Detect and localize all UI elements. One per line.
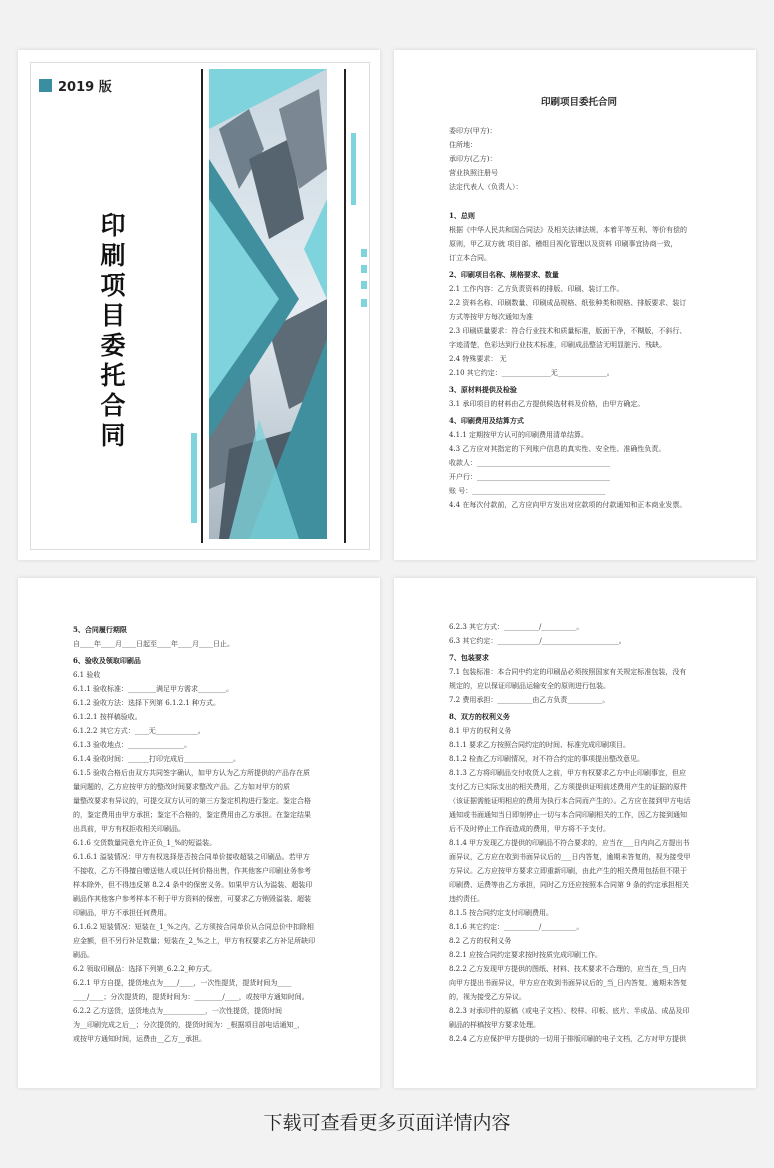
text-line: 为__印刷完成之后__；分次提货的，提货时间为：_根据项目部电话通知_，	[73, 1021, 304, 1029]
accent-bar-mid3	[361, 281, 367, 289]
text-line: 订立本合同。	[449, 254, 491, 262]
text-line: 方式等按甲方每次通知为准	[449, 313, 533, 321]
text-line: 字迹清楚，色彩达到行业技术标准，印刷成品整洁无明显脏污、残缺。	[449, 341, 666, 349]
text-line: 6.1.3 验收地点：________________。	[73, 741, 192, 749]
text-line: （该证据需能证明相应的费用为执行本合同而产生的）。乙方应在接到甲方电话	[449, 797, 691, 805]
text-line: 6.1.2.1 按样稿验收。	[73, 713, 142, 721]
section-heading: 4、印刷费用及结算方式	[449, 416, 524, 425]
divider-line-right	[344, 69, 346, 543]
section-heading: 7、包装要求	[449, 653, 489, 662]
text-line: 6.1.4 验收时间：______打印完成后______________。	[73, 755, 241, 763]
text-line: 8.1.3 乙方将印刷品交付收货人之前，甲方有权要求乙方中止印刷事宜，但应	[449, 769, 687, 777]
text-line: 委印方(甲方)：	[449, 127, 497, 135]
text-line: 样本除外，但不得违反第 8.2.4 条中的保密义务。如果甲方认为溢装、超装印	[73, 881, 313, 889]
text-line: 后不及时停止工作而造成的费用，甲方将不予支付。	[449, 825, 610, 833]
text-line: 6.1.1 验收标准：________满足甲方需求________。	[73, 685, 234, 693]
section-heading: 1、总则	[449, 211, 475, 220]
text-line: 刷品。	[73, 951, 94, 959]
text-line: 支付乙方已实际支出的相关费用，乙方须提供证明前述费用产生的证据的原件	[449, 783, 687, 791]
text-line: 承印方(乙方)：	[449, 155, 497, 163]
text-line: ____/____；分次提货的，提货时间为：________/____，或按甲方通知时间。	[73, 993, 309, 1001]
text-line: 的，鉴定费用由甲方承担；鉴定不合格的，鉴定费用由乙方承担。在鉴定结果	[73, 811, 311, 819]
text-line: 量整改要求有异议的，可提交双方认可的第三方鉴定机构进行鉴定。鉴定合格	[73, 797, 311, 805]
page2-lines	[449, 124, 709, 512]
text-line: 2.10 其它约定：______________无______________。	[449, 369, 614, 377]
text-line: 6.1.6 交货数量同意允许正负_1_%的短溢装。	[73, 839, 217, 847]
cover-frame	[30, 62, 370, 550]
text-line: 6.2.2 乙方送货，送货地点为____________，一次性提货，提货时间	[73, 1007, 283, 1015]
text-line: 8.2.2 乙方发现甲方提供的图纸、材料、技术要求不合理的，应当在_当_日内	[449, 965, 687, 973]
text-line: 面异议，乙方应在收到书面异议后的___日内答复，逾期未答复的，视为接受甲	[449, 853, 691, 861]
text-line: 7.2 费用承担：__________由乙方负责__________。	[449, 696, 610, 704]
text-line: 8.1.6 其它约定：__________/__________。	[449, 923, 584, 931]
text-line: 开户行：______________________________________	[449, 473, 610, 481]
contract-page-2	[18, 578, 380, 1088]
text-line: 刷品的样稿按甲方要求处理。	[449, 1021, 540, 1029]
section-heading: 6、验收及领取印刷品	[73, 656, 141, 665]
text-line: 量问题的，乙方应按甲方的整改时间要求整改产品。乙方如对甲方的质	[73, 783, 290, 791]
download-more-prompt[interactable]: 下载可查看更多页面详情内容	[263, 1112, 511, 1134]
text-line: 8.1.2 检查乙方印刷情况，对不符合约定的事项提出整改意见。	[449, 755, 645, 763]
text-line: 通知或书面通知当日即刻停止一切与本合同印刷相关的工作，因乙方接到通知	[449, 811, 687, 819]
spacer	[449, 194, 709, 206]
text-line: 的，视为接受乙方异议。	[449, 993, 526, 1001]
text-line: 6.1.5 验收合格后由双方共同签字确认，如甲方认为乙方所提供的产品存在质	[73, 769, 311, 777]
text-line: 3.1 承印项目的材料由乙方提供候选材料及价格，由甲方确定。	[449, 400, 645, 408]
text-line: 6.1.2.2 其它方式：____无____________。	[73, 727, 205, 735]
badge-square	[39, 79, 52, 92]
cover-title: 印刷项目委托合同	[100, 211, 126, 450]
text-line: 账 号：______________________________________	[449, 487, 606, 495]
text-line: 原则，甲乙双方就 项目部、稽组目视化管理以及资料 印刷事宜协商一致，	[449, 240, 678, 248]
section-heading: 5、合同履行期限	[73, 625, 127, 634]
text-line: 住所地：	[449, 141, 477, 149]
cover-page	[18, 50, 380, 560]
text-line: 方异议。乙方应按甲方要求立即重新印刷，由此产生的相关费用包括但不限于	[449, 867, 687, 875]
section-heading: 3、原材料提供及检验	[449, 385, 517, 394]
text-line: 2.4 特殊要求： 无	[449, 355, 507, 363]
text-line: 6.2.1 甲方自提，提货地点为____/____，一次性提货，提货时间为____	[73, 979, 292, 987]
text-line: 规定的，应以保证印刷品运输安全的原则进行包装。	[449, 682, 610, 690]
text-line: 6.2.3 其它方式：__________/__________。	[449, 623, 584, 631]
text-line: 2.3 印刷质量要求：符合行业技术和质量标准，版面干净，不糊版，不斜行、	[449, 327, 687, 335]
contract-title: 印刷项目委托合同	[540, 97, 617, 108]
section-heading: 2、印刷项目名称、规格要求、数量	[449, 270, 559, 279]
accent-bar-mid2	[361, 265, 367, 273]
accent-bar-top	[351, 133, 356, 205]
page4-lines	[449, 620, 709, 1046]
contract-page-1	[394, 50, 756, 560]
text-line: 4.3 乙方应对其指定的下列账户信息的真实性、安全性、准确性负责。	[449, 445, 666, 453]
text-line: 或按甲方通知时间，运费由__乙方__承担。	[73, 1035, 206, 1043]
text-line: 8.1.4 甲方发现乙方提供的印刷品不符合要求的，应当在___日内向乙方提出书	[449, 839, 690, 847]
text-line: 刷品作其他客户参考样本不利于甲方资料的保密，可要求乙方销毁溢装、超装	[73, 895, 311, 903]
cover-art	[209, 69, 327, 539]
text-line: 收款人：______________________________________	[449, 459, 610, 467]
accent-bar-bottom	[191, 433, 197, 523]
text-line: 4.1.1 定期按甲方认可的印刷费用清单结算。	[449, 431, 589, 439]
text-line: 8.2 乙方的权利义务	[449, 937, 512, 945]
accent-bar-mid4	[361, 299, 367, 307]
contract-body-2	[73, 620, 333, 1046]
text-line: 8.1.1 要求乙方按照合同约定的时间、标准完成印刷项目。	[449, 741, 631, 749]
text-line: 应金额，但不另行补足数量；短装在_2_%之上，甲方有权要求乙方补足所缺印	[73, 937, 316, 945]
text-line: 法定代表人（负责人）：	[449, 183, 523, 191]
cover-art-graphic	[209, 69, 327, 539]
contract-body-1	[449, 50, 709, 512]
text-line: 2.1 工作内容：乙方负责资料的排版、印刷、装订工作。	[449, 285, 624, 293]
text-line: 自____年____月____日起至____年____月____日止。	[73, 640, 234, 648]
contract-body-3	[449, 620, 709, 1046]
text-line: 6.2 领取印刷品：选择下列第_6.2.2_种方式。	[73, 965, 217, 973]
text-line: 不接收，乙方不得擅自赠送他人或以任何价格出售，作其他客户印刷业务参考	[73, 867, 311, 875]
section-heading: 8、双方的权利义务	[449, 712, 510, 721]
version-badge: 2019 版	[58, 80, 112, 95]
text-line: 向甲方提出书面异议，甲方应在收到书面异议后的_当_日内答复，逾期未答复	[449, 979, 687, 987]
text-line: 营业执照注册号	[449, 169, 498, 177]
text-line: 8.2.3 对承印件的原稿（或电子文档）、校样、印板、底片、半成品、成品及印	[449, 1007, 690, 1015]
text-line: 8.1 甲方的权利义务	[449, 727, 512, 735]
text-line: 2.2 资料名称、印刷数量、印刷成品规格、纸张种类和规格、排版要求、装订	[449, 299, 687, 307]
text-line: 6.1.6.2 短装情况：短装在_1_%之内，乙方须按合同单价从合同总价中扣除相	[73, 923, 314, 931]
text-line: 6.1.2 验收方法：选择下列第 6.1.2.1 种方式。	[73, 699, 220, 707]
text-line: 8.2.1 应按合同约定要求按时按质完成印刷工作。	[449, 951, 603, 959]
accent-bar-mid	[361, 249, 367, 257]
page3-lines	[73, 623, 333, 1046]
text-line: 7.1 包装标准：本合同中约定的印刷品必须按照国家有关规定标准包装，没有	[449, 668, 687, 676]
text-line: 根据《中华人民共和国合同法》及相关法律法规，本着平等互利、等价有偿的	[449, 226, 687, 234]
text-line: 6.1.6.1 溢装情况：甲方有权选择是否按合同单价接收超装之印刷品。若甲方	[73, 853, 310, 861]
text-line: 6.3 其它约定：____________/______________________。	[449, 637, 626, 645]
text-line: 6.1 验收	[73, 671, 101, 679]
text-line: 违约责任。	[449, 895, 484, 903]
divider-line-left	[201, 69, 203, 543]
text-line: 印刷费、运费等由乙方承担，同时乙方还应按照本合同第 9 条的约定承担相关	[449, 881, 689, 889]
text-line: 4.4 在每次付款前，乙方应向甲方发出对应款项的付款通知和正本商业发票。	[449, 501, 687, 509]
contract-page-3	[394, 578, 756, 1088]
text-line: 印刷品，甲方不承担任何费用。	[73, 909, 171, 917]
text-line: 8.1.5 按合同约定支付印刷费用。	[449, 909, 554, 917]
text-line: 8.2.4 乙方应保护甲方提供的一切用于排版印刷的电子文档，乙方对甲方提供	[449, 1035, 687, 1043]
text-line: 出具前，甲方有权拒收相关印刷品。	[73, 825, 185, 833]
